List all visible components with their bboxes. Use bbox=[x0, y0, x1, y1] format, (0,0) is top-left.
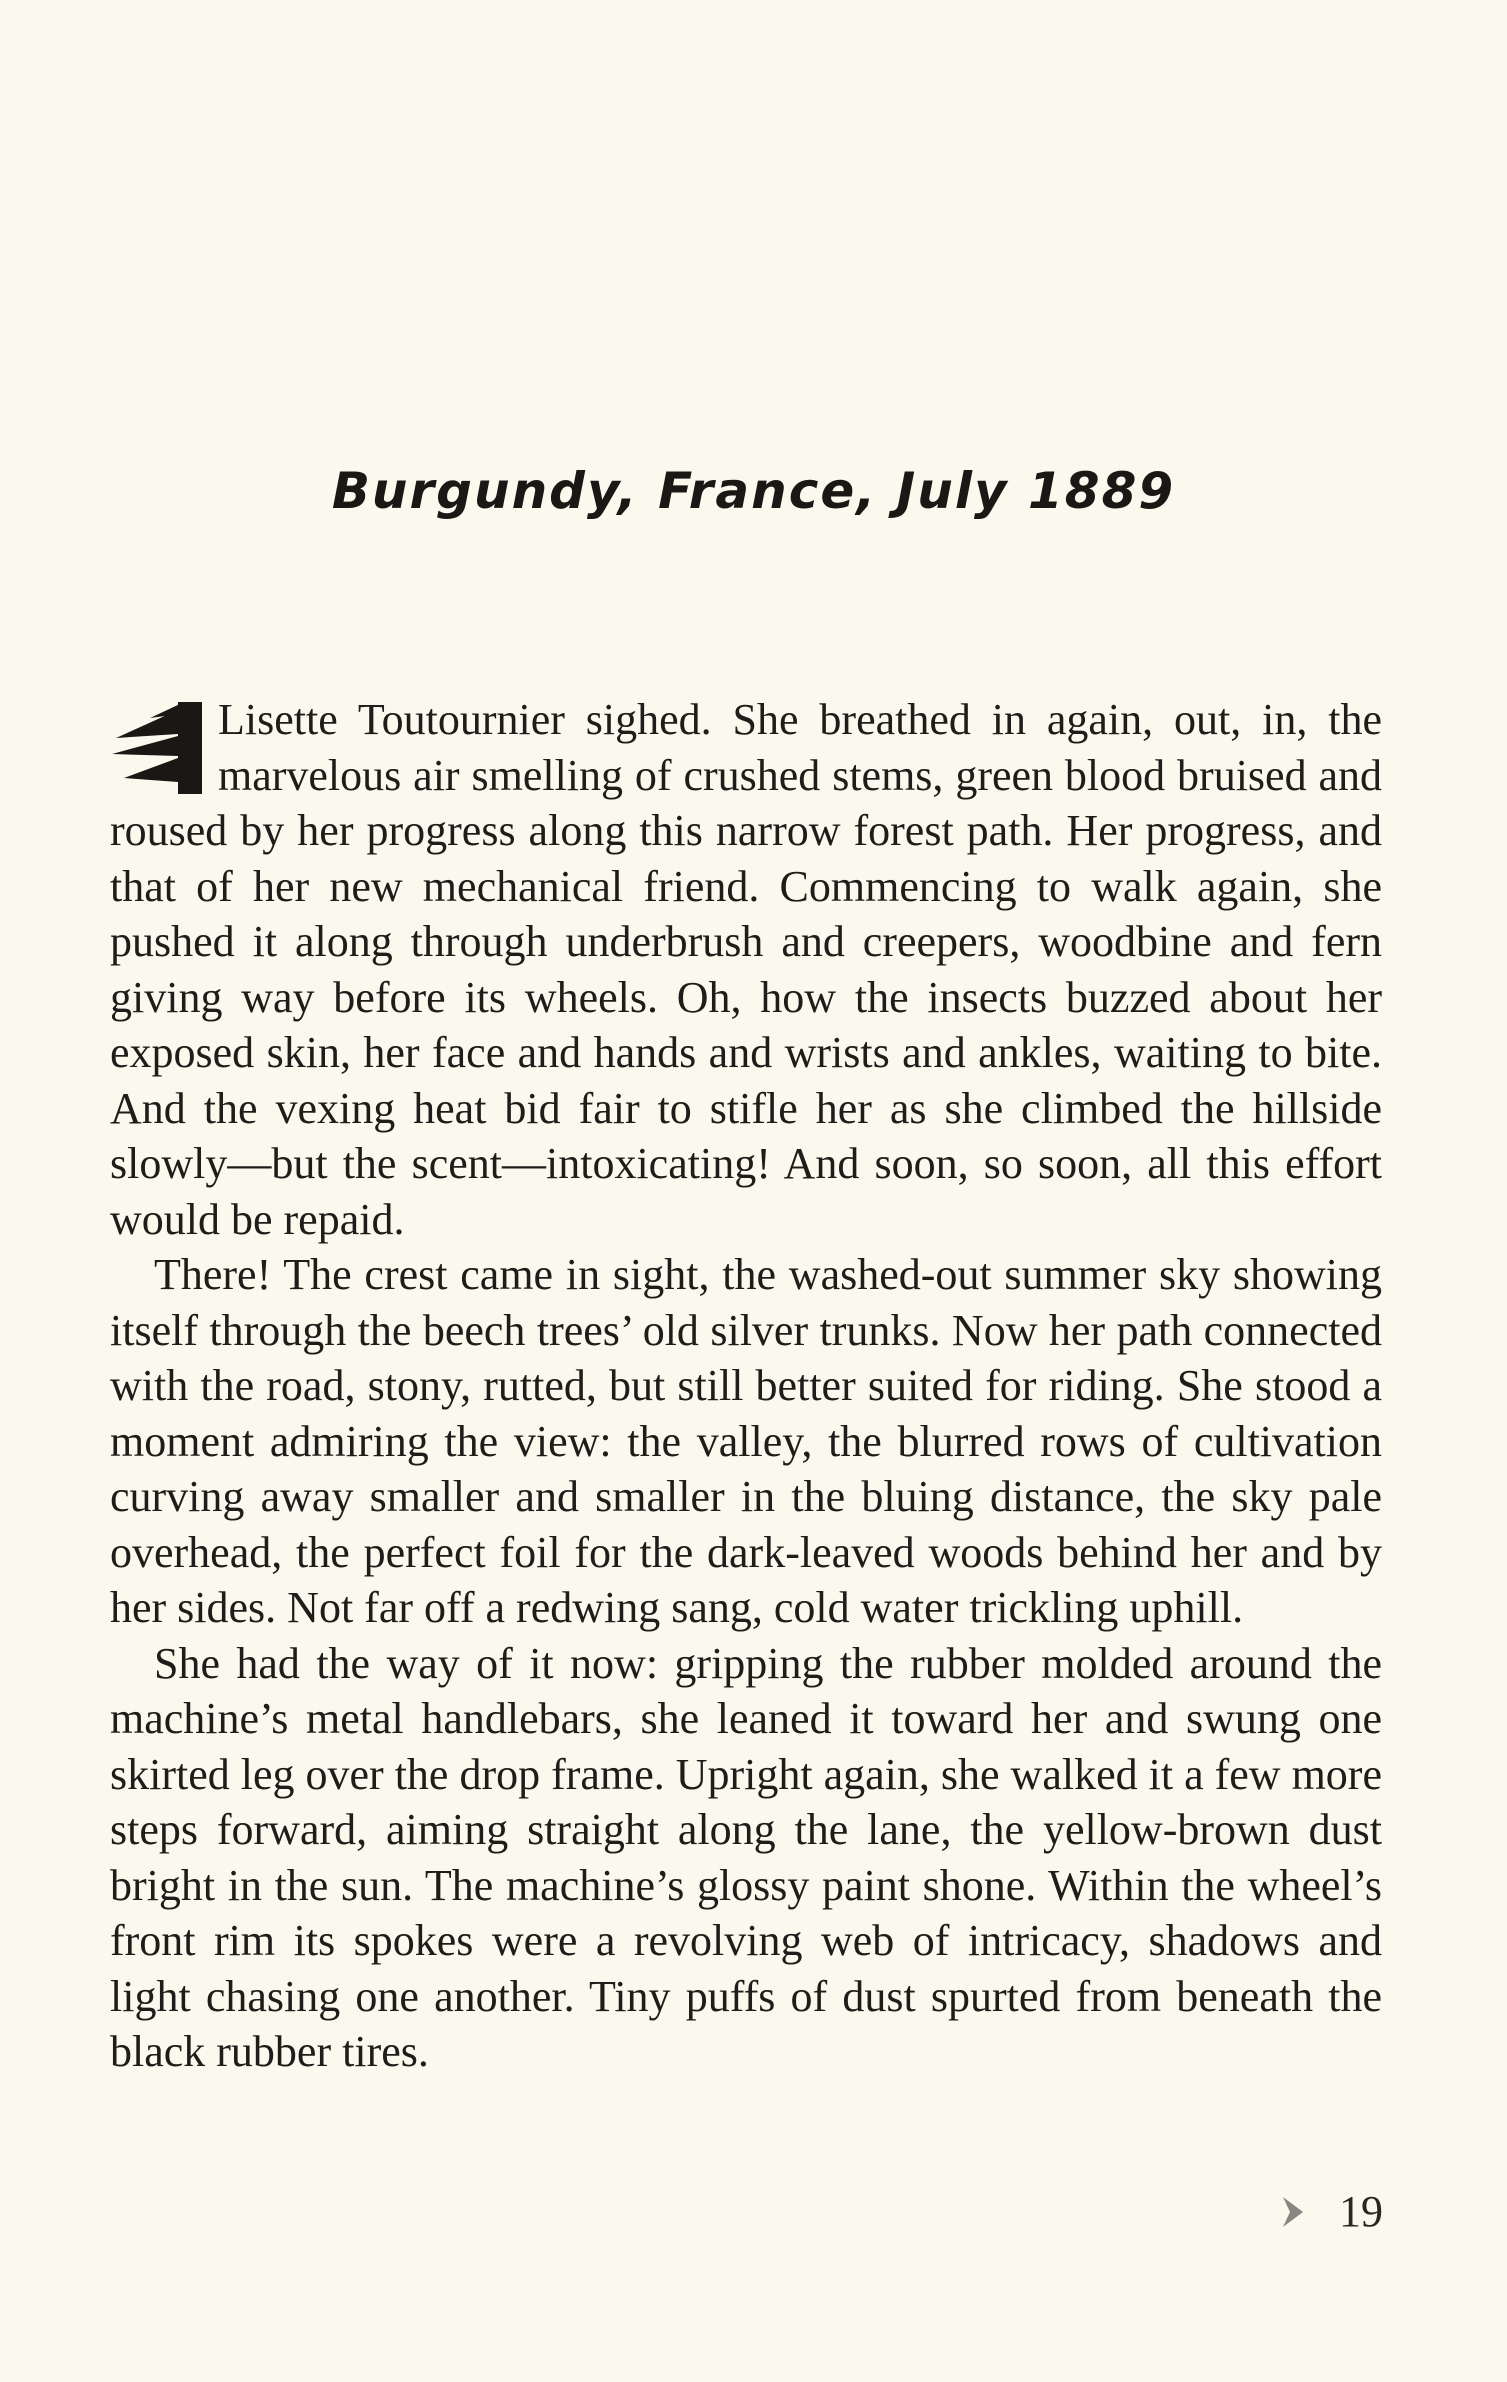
paragraph: There! The crest came in sight, the washed-out summer sky showing itself through the beech trees’ old silver trunks. Now her path connected with the road, stony, rutted, but still better suited for riding. She stood a moment admiring the view: the valley, the blurred rows of cultivation curving away smaller and smaller in the bluing distance, the sky pale overhead, the perfect foil for the dark-leaved woods behind her and by her sides. Not far off a redwing sang, cold water trickling uphill. bbox=[110, 1250, 1382, 1632]
chapter-heading: Burgundy, France, July 1889 bbox=[331, 462, 1176, 520]
arrow-marker-icon bbox=[1281, 2195, 1305, 2229]
paragraph: She had the way of it now: gripping the rubber molded around the machine’s metal handlebars, she leaned it toward her and swung one skirted leg over the drop frame. Upright again, she walked it a few more steps forward, aiming straight along the lane, the yellow-brown dust bright in the sun. The machine’s glossy paint shone. Within the wheel’s front rim its spokes were a revolving web of intricacy, shadows and light chasing one another. Tiny puffs of dust spurted from beneath the black rubber tires. bbox=[110, 1638, 1382, 2076]
page-number: 19 bbox=[1339, 2187, 1383, 2236]
paragraph-text: Lisette Toutournier sighed. She breathed in again, out, in, the marvelous air smelling of crushed stems, green blood bruised and roused by her progress along this narrow forest path. Her progress, and that of her new mechanical friend. Commencing to walk again, she pushed it along through underbrush and creepers, woodbine and fern giving way before its wheels. Oh, how the insects buzzed about her exposed skin, her face and hands and wrists and ankles, waiting to bite. And the vexing heat bid fair to stifle her as she climbed the hillside slowly—but the scent—intoxicating! And soon, so soon, all this effort would be repaid. bbox=[110, 695, 1382, 1244]
page-footer bbox=[1281, 2186, 1383, 2237]
paragraph bbox=[110, 692, 1382, 1247]
body-text bbox=[110, 692, 1382, 2080]
drop-cap-icon bbox=[110, 698, 206, 798]
